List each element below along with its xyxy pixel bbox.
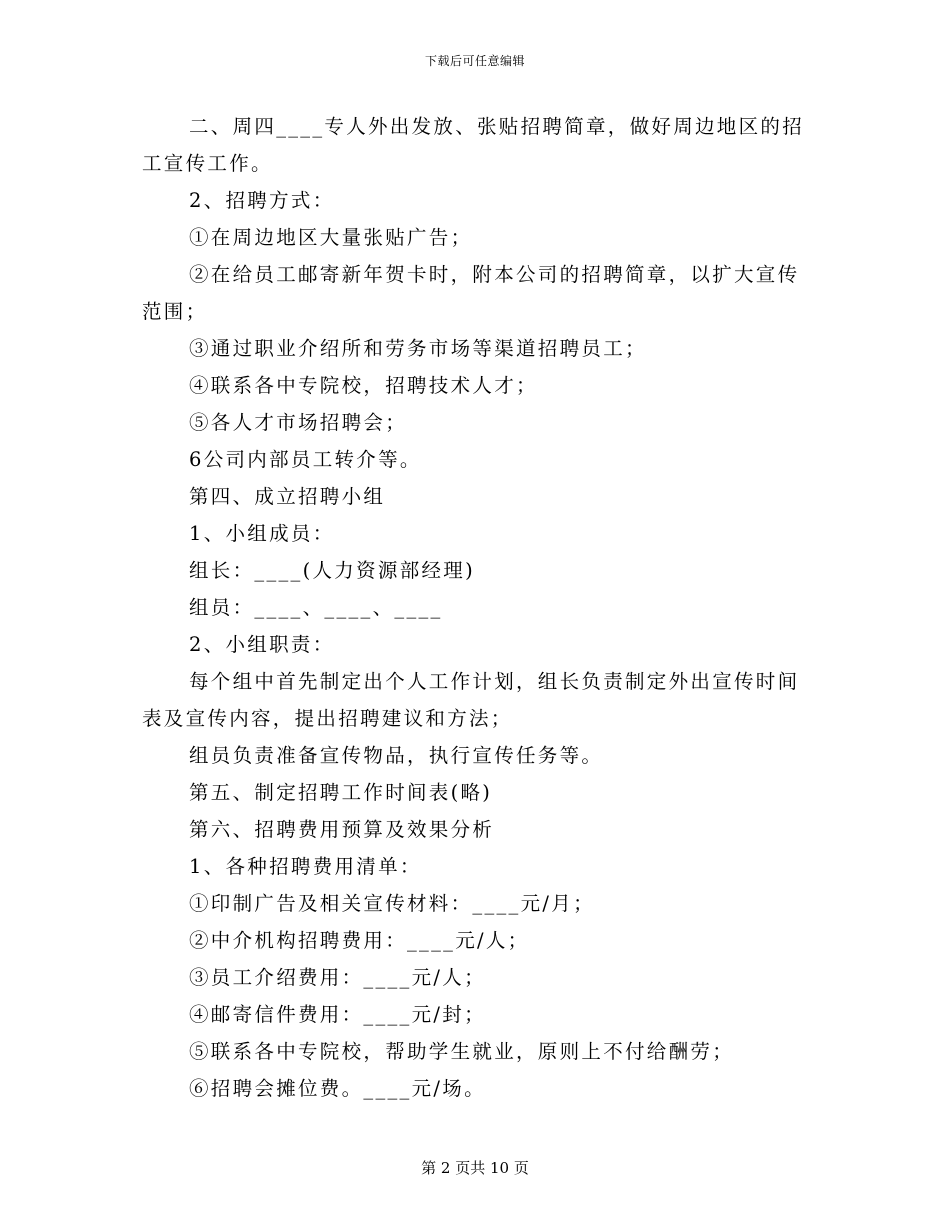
paragraph: ③员工介绍费用：____元/人； [189, 966, 486, 989]
paragraph: ①在周边地区大量张贴广告； [189, 226, 473, 249]
paragraph: 1、小组成员： [189, 522, 335, 545]
paragraph: 组员：____、____、____ [189, 596, 443, 619]
paragraph: ③通过职业介绍所和劳务市场等渠道招聘员工； [189, 337, 647, 360]
paragraph: 组员负责准备宣传物品，执行宣传任务等。 [189, 744, 604, 767]
paragraph: ②中介机构招聘费用：____元/人； [189, 929, 530, 952]
paragraph: 6公司内部员工转介等。 [189, 448, 422, 471]
section-heading: 第四、成立招聘小组 [189, 485, 386, 508]
paragraph: 组长：____(人力资源部经理) [189, 559, 476, 582]
section-heading: 第五、制定招聘工作时间表(略) [189, 781, 493, 804]
paragraph: 1、各种招聘费用清单： [189, 855, 422, 878]
document-body [142, 108, 808, 1107]
page-header: 下载后可任意编辑 [424, 54, 525, 68]
paragraph: 2、招聘方式： [189, 189, 335, 212]
page-number: 第 2 页共 10 页 [421, 1159, 529, 1177]
section-heading: 第六、招聘费用预算及效果分析 [189, 818, 495, 841]
paragraph: ①印制广告及相关宣传材料：____元/月； [189, 892, 595, 915]
paragraph: ⑤联系各中专院校，帮助学生就业，原则上不付给酬劳； [189, 1040, 735, 1063]
paragraph: ④邮寄信件费用：____元/封； [189, 1003, 486, 1026]
paragraph: ⑤各人才市场招聘会； [189, 411, 408, 434]
paragraph: 二、周四____专人外出发放、张贴招聘简章，做好周边地区的招工宣传工作。 [142, 115, 804, 175]
paragraph: ⑥招聘会摊位费。____元/场。 [189, 1077, 486, 1100]
paragraph: 每个组中首先制定出个人工作计划，组长负责制定外出宣传时间表及宣传内容，提出招聘建议和方法； [142, 670, 800, 730]
paragraph: ②在给员工邮寄新年贺卡时，附本公司的招聘简章，以扩大宣传范围； [142, 263, 800, 323]
paragraph: 2、小组职责： [189, 633, 335, 656]
paragraph: ④联系各中专院校，招聘技术人才； [189, 374, 538, 397]
